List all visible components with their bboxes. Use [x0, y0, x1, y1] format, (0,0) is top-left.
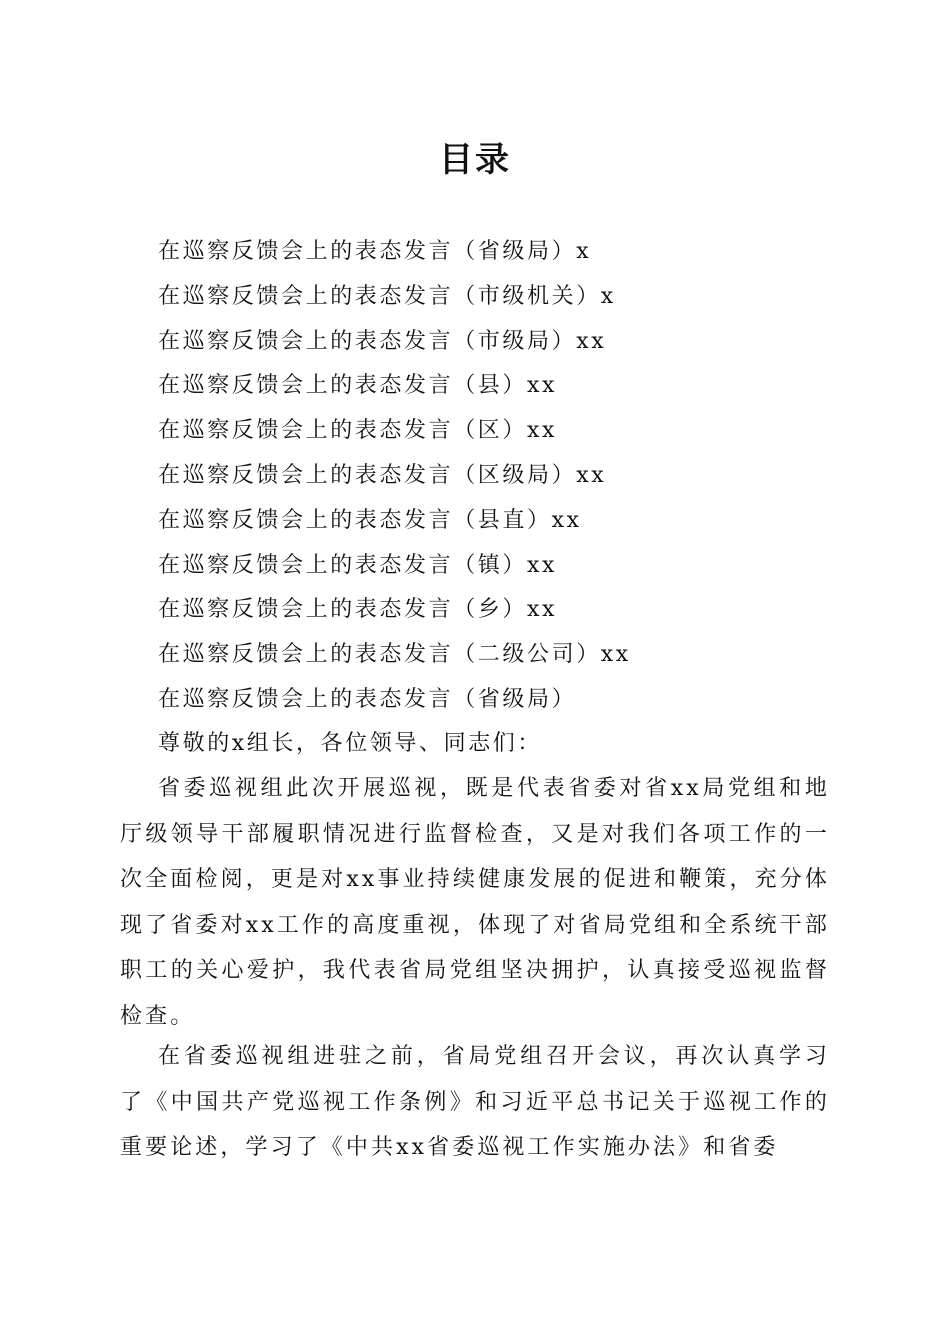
toc-item[interactable]: 在巡察反馈会上的表态发言（区级局）xx: [158, 462, 607, 488]
toc-item[interactable]: 在巡察反馈会上的表态发言（县直）xx: [158, 507, 582, 533]
toc-item[interactable]: 在巡察反馈会上的表态发言（镇）xx: [158, 552, 558, 578]
toc-item[interactable]: 在巡察反馈会上的表态发言（县）xx: [158, 373, 558, 399]
toc-item[interactable]: 在巡察反馈会上的表态发言（省级局）x: [158, 239, 592, 264]
body-paragraph: 在省委巡视组进驻之前，省局党组召开会议，再次认真学习了《中国共产党巡视工作条例》和习近平总书记关于巡视工作的重要论述，学习了《中共xx省委巡视工作实施办法》和省委: [120, 1044, 830, 1160]
speech-greeting: 尊敬的x组长，各位领导、同志们：: [158, 731, 543, 756]
toc-item[interactable]: 在巡察反馈会上的表态发言（区）xx: [158, 418, 558, 444]
toc-item[interactable]: 在巡察反馈会上的表态发言（省级局）: [158, 686, 577, 712]
body-paragraph: 省委巡视组此次开展巡视，既是代表省委对省xx局党组和地厅级领导干部履职情况进行监督检查，又是对我们各项工作的一次全面检阅，更是对xx事业持续健康发展的促进和鞭策，充分体现了省委对xx工作的高度重视，体现了对省局党组和全系统干部职工的关心爱护，我代表省局党组坚决拥护，认真接受巡视监督检查。: [120, 776, 830, 1029]
toc-item[interactable]: 在巡察反馈会上的表态发言（市级机关）x: [158, 283, 616, 309]
page-title: 目录: [439, 140, 511, 180]
toc-item[interactable]: 在巡察反馈会上的表态发言（二级公司）xx: [158, 642, 631, 668]
table-of-contents: [158, 230, 858, 723]
toc-item[interactable]: 在巡察反馈会上的表态发言（乡）xx: [158, 597, 558, 623]
toc-item[interactable]: 在巡察反馈会上的表态发言（市级局）xx: [158, 328, 607, 354]
